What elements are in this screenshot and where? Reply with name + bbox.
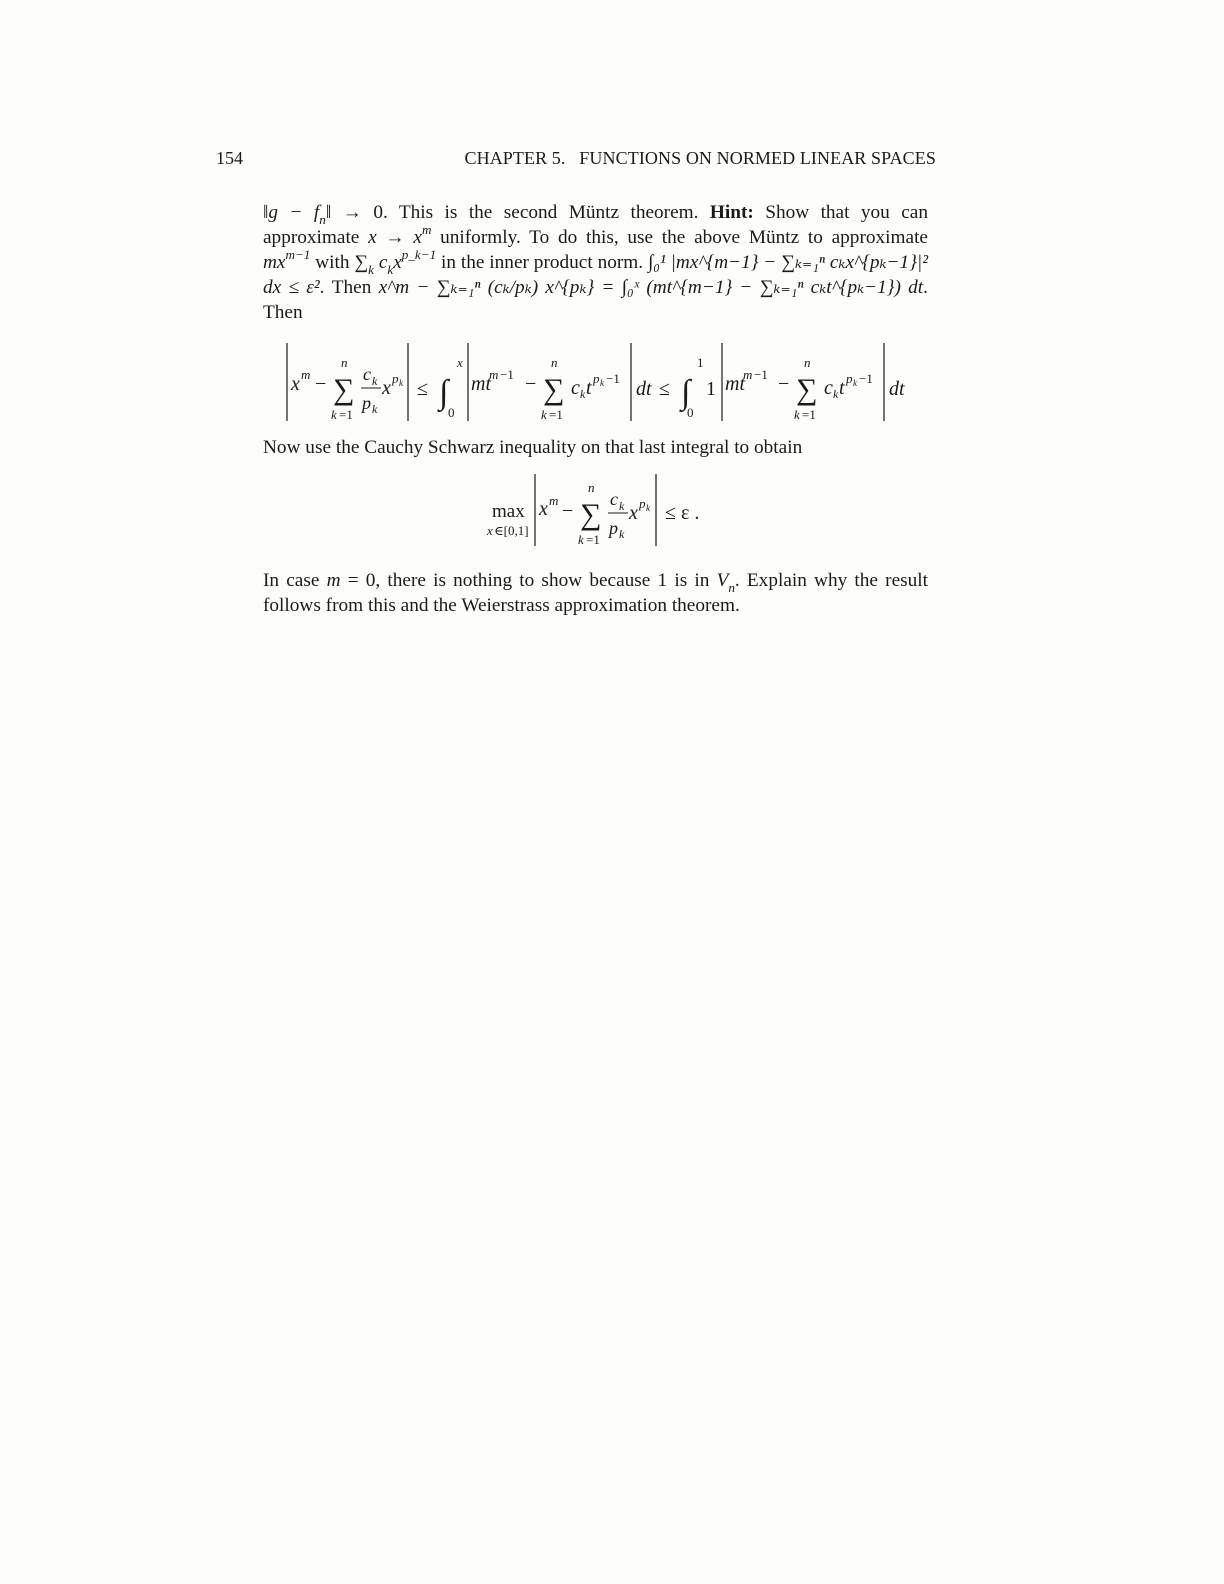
svg-text:k: k: [853, 378, 857, 388]
svg-text:dt: dt: [889, 378, 905, 400]
svg-text:p: p: [392, 371, 399, 386]
hint-label: Hint:: [709, 202, 754, 223]
svg-text:0: 0: [687, 405, 694, 420]
svg-text:k: k: [399, 378, 403, 388]
svg-text:k: k: [372, 374, 378, 388]
page-header: [216, 148, 936, 174]
svg-text:−1: −1: [754, 367, 768, 382]
display-equation-integral-bound: [263, 337, 928, 427]
svg-text:−1: −1: [606, 371, 620, 386]
svg-text:∫: ∫: [681, 374, 691, 411]
svg-text:k: k: [578, 532, 584, 547]
svg-text:n: n: [551, 355, 558, 370]
svg-text:x: x: [382, 377, 391, 399]
svg-text:p: p: [593, 371, 600, 386]
svg-text:k: k: [600, 378, 604, 388]
svg-text:x: x: [457, 355, 463, 370]
svg-text:=1: =1: [549, 407, 563, 422]
svg-text:=1: =1: [339, 407, 353, 422]
svg-text:x: x: [539, 498, 548, 520]
svg-text:∈[0,1]: ∈[0,1]: [494, 523, 529, 538]
svg-text:t: t: [586, 377, 592, 399]
svg-text:∑: ∑: [543, 373, 565, 406]
svg-text:m: m: [743, 367, 753, 382]
svg-text:x: x: [629, 502, 638, 524]
svg-text:m: m: [549, 493, 559, 508]
svg-text:0: 0: [448, 405, 455, 420]
running-chapter-title: CHAPTER 5. FUNCTIONS ON NORMED LINEAR SPACES: [464, 148, 936, 168]
display-equation-max-bound: [263, 470, 928, 552]
svg-text:k: k: [331, 407, 337, 422]
svg-text:k: k: [372, 402, 378, 416]
svg-text:≤ ε .: ≤ ε .: [665, 502, 700, 524]
svg-text:k: k: [619, 499, 625, 513]
svg-text:−1: −1: [500, 367, 514, 382]
svg-text:p: p: [639, 496, 646, 511]
svg-text:k: k: [619, 527, 625, 541]
svg-text:∫: ∫: [439, 374, 449, 411]
svg-text:m: m: [301, 367, 311, 382]
svg-text:∑: ∑: [580, 498, 602, 531]
inline-identity: x^m − ∑ₖ₌₁ⁿ (cₖ/pₖ) x^{pₖ} = ∫₀ˣ (mt^{m−1} − ∑ₖ₌₁ⁿ cₖt^{pₖ−1}) dt: [378, 277, 924, 298]
svg-text:p: p: [846, 371, 853, 386]
paragraph-cauchy-schwarz: Now use the Cauchy Schwarz inequality on that last integral to obtain: [263, 437, 803, 458]
paragraph-muntz-hint: ‖g − $f_n‖ \to 0$. This is the second Müntz theorem. Hint: Show that you can approximate $x \to x^m$ uniformly. To do this, use the above Müntz to approximate $mx^{m-1}$ with $\sum_k$ $c_kx^{p\_k-1}$ in the inner product norm. ∫₀¹ |mx^{m−1} − ∑ₖ₌₁ⁿ cₖx^{pₖ−1}|² dx ≤ ε². Then x^m − ∑ₖ₌₁ⁿ (cₖ/pₖ) x^{pₖ} = ∫₀ˣ (mt^{m−1} − ∑ₖ₌₁ⁿ cₖt^{pₖ−1}) dt. Then: [263, 202, 928, 323]
svg-text:x: x: [291, 373, 300, 395]
svg-text:c: c: [610, 489, 618, 509]
svg-text:n: n: [588, 480, 595, 495]
svg-text:1: 1: [706, 378, 716, 400]
svg-text:x: x: [487, 523, 493, 538]
svg-text:≤: ≤: [417, 378, 428, 400]
svg-text:c: c: [824, 377, 833, 399]
svg-text:mt: mt: [471, 373, 491, 395]
svg-text:c: c: [571, 377, 580, 399]
page-body: [263, 200, 928, 618]
svg-text:1: 1: [697, 355, 704, 370]
svg-text:k: k: [580, 387, 586, 401]
svg-text:t: t: [839, 377, 845, 399]
svg-text:−: −: [315, 373, 327, 395]
svg-text:−: −: [778, 373, 790, 395]
paragraph-case-m-zero: In case m = 0, there is nothing to show because 1 is in $V_n$. Explain why the result follows from this and the Weierstrass approximation theorem.: [263, 570, 929, 616]
svg-text:n: n: [804, 355, 811, 370]
svg-text:n: n: [341, 355, 348, 370]
svg-text:k: k: [794, 407, 800, 422]
svg-text:∑: ∑: [796, 373, 818, 406]
inline-integral-inequality: ∫₀¹ |mx^{m−1} − ∑ₖ₌₁ⁿ cₖx^{pₖ−1}|² dx ≤ ε²: [263, 252, 928, 298]
svg-text:−: −: [525, 373, 537, 395]
svg-text:=1: =1: [586, 532, 600, 547]
svg-text:p: p: [362, 393, 371, 413]
svg-text:k: k: [833, 387, 839, 401]
svg-text:c: c: [363, 364, 371, 384]
svg-text:∑: ∑: [333, 373, 355, 406]
svg-text:−1: −1: [859, 371, 873, 386]
svg-text:k: k: [646, 503, 650, 513]
svg-text:−: −: [562, 500, 574, 522]
svg-text:m: m: [489, 367, 499, 382]
svg-text:p: p: [609, 518, 618, 538]
svg-text:mt: mt: [725, 373, 745, 395]
svg-text:k: k: [541, 407, 547, 422]
page-number: 154: [216, 148, 243, 168]
svg-text:max: max: [492, 501, 525, 522]
svg-text:=1: =1: [802, 407, 816, 422]
svg-text:dt: dt: [636, 378, 652, 400]
svg-text:≤: ≤: [659, 378, 670, 400]
